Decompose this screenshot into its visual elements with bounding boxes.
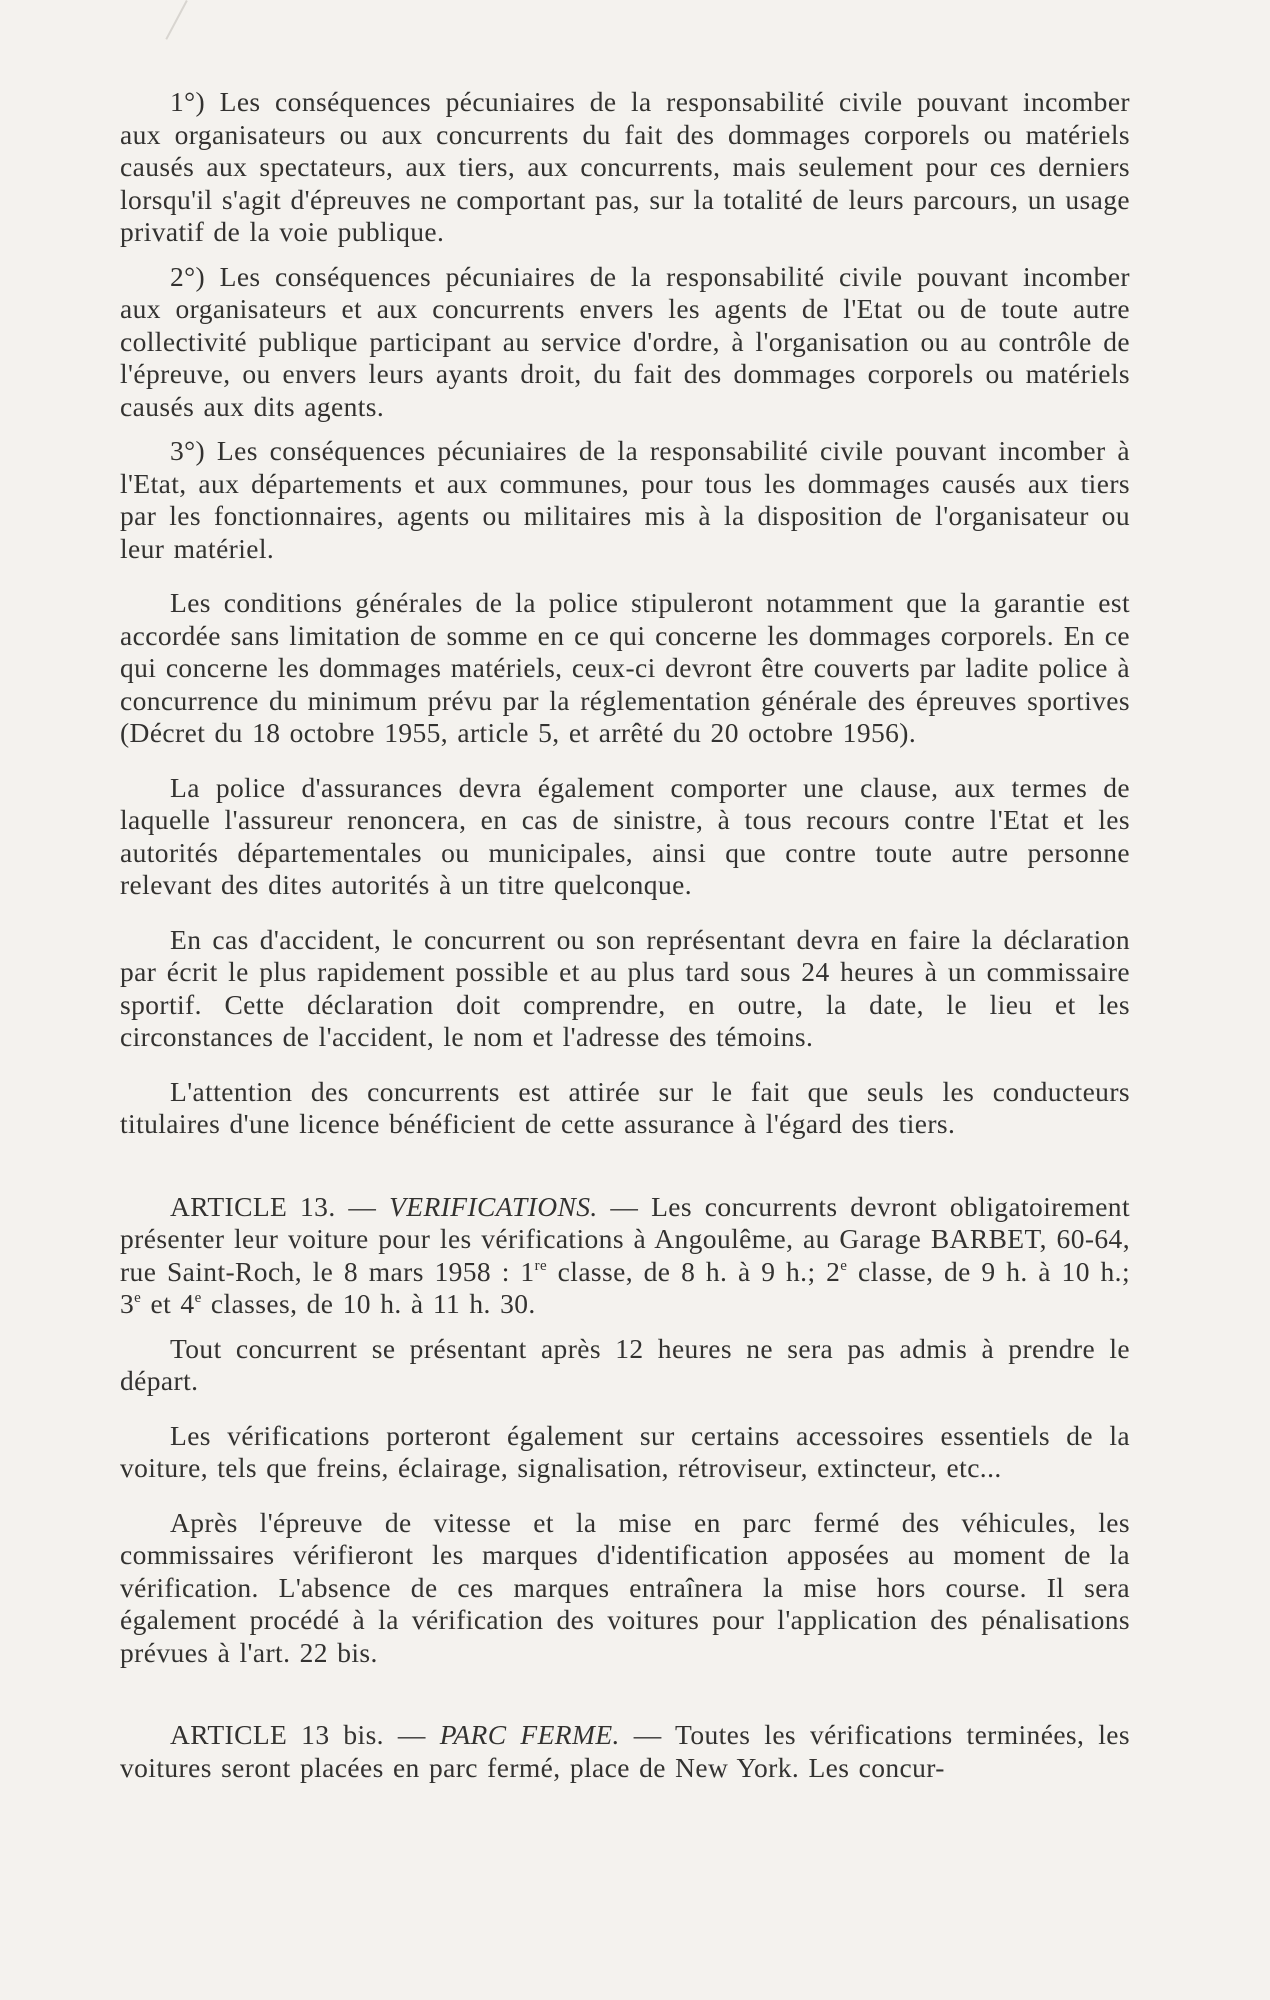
- ordinal-suffix: e: [194, 1290, 202, 1306]
- paragraph-liability-1: 1°) Les conséquences pécuniaires de la responsabilité civile pouvant incomber aux organisateurs ou aux concurrents du fait des dommages corporels ou matériels causés aux spectateurs, aux tiers, aux concurrents, mais seulement pour ces derniers lorsqu'il s'agit d'épreuves ne comportant pas, sur la totalité de leurs parcours, un usage privatif de la voie publique.: [120, 86, 1130, 247]
- scan-mark: [165, 0, 187, 40]
- ordinal-suffix: re: [534, 1257, 548, 1274]
- paragraph-licence-notice: L'attention des concurrents est attirée sur le fait que seuls les conducteurs titulaires d'une licence bénéficient de cette assurance à l'égard des tiers.: [120, 1075, 1130, 1139]
- paragraph-liability-3: 3°) Les conséquences pécuniaires de la responsabilité civile pouvant incomber à l'Etat, aux départements et aux communes, pour tous les dommages causés aux tiers par les fonctionnaires, agents ou militaires mis à la disposition de l'organisateur ou leur matériel.: [120, 435, 1130, 564]
- document-page: [120, 86, 1130, 1784]
- article-13-text-a: — Les concurrents devront obligatoirement présenter leur voiture pour les vérifications à Angoulême, au Garage BARBET, 60-64, rue Saint-Roch, le 8 mars 1958 : 1: [120, 1190, 1130, 1287]
- ordinal-suffix: e: [134, 1290, 142, 1306]
- paragraph-identification-marks: Après l'épreuve de vitesse et la mise en parc fermé des véhicules, les commissaires vérifieront les marques d'identification apposées au moment de la vérification. L'absence de ces marques entraînera la mise hors course. Il sera également procédé à la vérification des voitures pour l'application des pénalisations prévues à l'art. 22 bis.: [120, 1506, 1130, 1668]
- article-13-text-c: classe, de 9 h. à 10 h.; 3: [120, 1255, 1130, 1319]
- article-13bis-paragraph: [120, 1719, 1130, 1784]
- ordinal-suffix: e: [840, 1257, 848, 1274]
- paragraph-liability-2: 2°) Les conséquences pécuniaires de la responsabilité civile pouvant incomber aux organisateurs et aux concurrents envers les agents de l'Etat ou de toute autre collectivité publique participant au service d'ordre, à l'organisation ou au contrôle de l'épreuve, ou envers leurs ayants droit, du fait des dommages corporels ou matériels causés aux dits agents.: [120, 260, 1130, 422]
- article-13bis-number: ARTICLE 13 bis. —: [170, 1719, 426, 1750]
- paragraph-waiver-clause: La police d'assurances devra également comporter une clause, aux termes de laquelle l'assureur renoncera, en cas de sinistre, à tous recours contre l'Etat et les autorités départementales ou municipales, ainsi que contre toute autre personne relevant des dites autorités à un titre quelconque.: [120, 771, 1130, 900]
- article-13bis-text: — Toutes les vérifications terminées, les voitures seront placées en parc fermé, place de New York. Les concur-: [120, 1719, 1130, 1783]
- article-13-text-e: classes, de 10 h. à 11 h. 30.: [201, 1288, 536, 1319]
- paragraph-accessories-check: Les vérifications porteront également sur certains accessoires essentiels de la voiture, tels que freins, éclairage, signalisation, rétroviseur, extincteur, etc...: [120, 1419, 1130, 1483]
- article-13-text-d: et 4: [141, 1288, 195, 1319]
- paragraph-late-arrival: Tout concurrent se présentant après 12 heures ne sera pas admis à prendre le départ.: [120, 1332, 1130, 1396]
- article-13-number: ARTICLE 13. —: [170, 1190, 377, 1222]
- paragraph-policy-conditions: Les conditions générales de la police stipuleront notamment que la garantie est accordée sans limitation de somme en ce qui concerne les dommages corporels. En ce qui concerne les dommages matériels, ceux-ci devront être couverts par ladite police à concurrence du minimum prévu par la réglementation générale des épreuves sportives (Décret du 18 octobre 1955, article 5, et arrêté du 20 octobre 1956).: [120, 587, 1130, 748]
- article-13bis-title: PARC FERME.: [439, 1719, 620, 1750]
- article-13-paragraph: [120, 1191, 1130, 1321]
- article-13-text-b: classe, de 8 h. à 9 h.; 2: [547, 1255, 841, 1287]
- paragraph-accident-declaration: En cas d'accident, le concurrent ou son représentant devra en faire la déclaration par écrit le plus rapidement possible et au plus tard sous 24 heures à un commissaire sportif. Cette déclaration doit comprendre, en outre, la date, le lieu et les circonstances de l'accident, le nom et l'adresse des témoins.: [120, 923, 1130, 1052]
- article-13-title: VERIFICATIONS.: [389, 1190, 598, 1222]
